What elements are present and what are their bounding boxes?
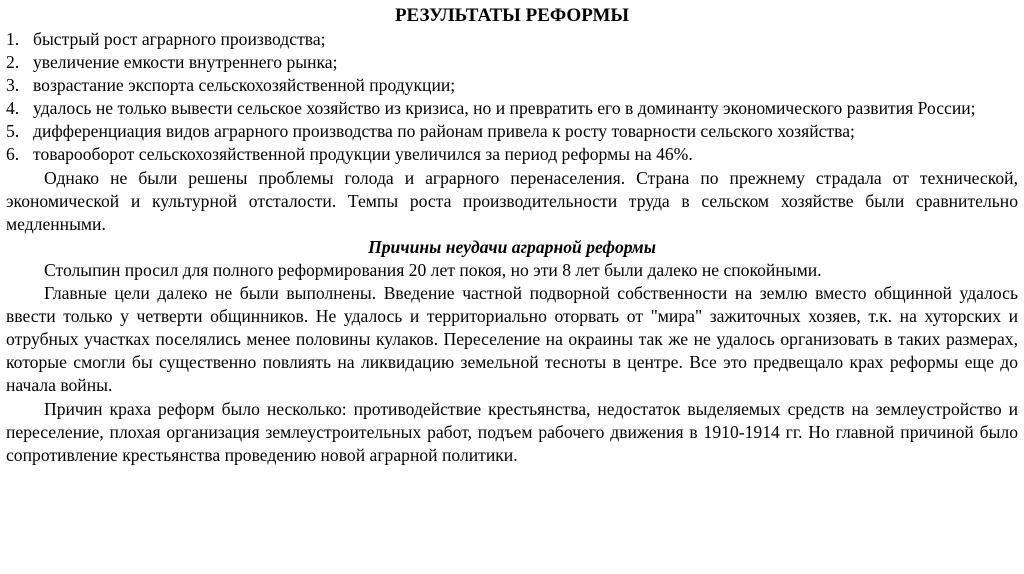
list-item-text: удалось не только вывести сельское хозяйство из кризиса, но и превратить его в доминанту экономического развития России;	[33, 98, 976, 119]
list-item-text: быстрый рост аграрного производства;	[33, 29, 326, 49]
list-item-number: 3.	[6, 75, 20, 96]
results-list	[6, 28, 1018, 167]
paragraph-causes: Причин краха реформ было несколько: противодействие крестьянства, недостаток выделяемых средств на землеустройство и переселение, плохая организация землеустроительных работ, подъем рабочего движения в 1910-1914 гг. Но главной причиной было сопротивление крестьянства проведению новой аграрной политики.	[6, 398, 1018, 465]
list-item	[6, 143, 1018, 166]
list-item-number: 5.	[6, 121, 20, 142]
list-item-number: 1.	[6, 29, 20, 49]
results-summary-paragraph: Однако не были решены проблемы голода и аграрного перенаселения. Страна по прежнему страдала от технической, экономической и культурной отсталости. Темпы роста производительности труда в сельском хозяйстве были сравнительно медленными.	[6, 167, 1018, 234]
list-item-text: увеличение емкости внутреннего рынка;	[33, 52, 338, 73]
list-item-number: 2.	[6, 52, 20, 73]
list-item	[6, 97, 1018, 120]
list-item-number: 4.	[6, 98, 20, 119]
list-item	[6, 120, 1018, 143]
list-item-text: возрастание экспорта сельскохозяйственной продукции;	[33, 75, 456, 96]
paragraph-stolypin: Столыпин просил для полного реформирования 20 лет покоя, но эти 8 лет были далеко не спокойными.	[44, 259, 822, 280]
list-item	[6, 74, 1018, 97]
list-item-text: товарооборот сельскохозяйственной продукции увеличился за период реформы на 46%.	[33, 144, 693, 165]
page-title: РЕЗУЛЬТАТЫ РЕФОРМЫ	[394, 5, 630, 26]
list-item	[6, 51, 1018, 74]
section-subtitle: Причины неудачи аграрной реформы	[368, 236, 656, 257]
list-item-text: дифференциация видов аграрного производства по районам привела к росту товарности сельского хозяйства;	[33, 121, 855, 142]
list-item-number: 6.	[6, 144, 20, 165]
paragraph-goals: Главные цели далеко не были выполнены. Введение частной подворной собственности на землю вместо общинной удалось ввести только у четверти общинников. Не удалось и территориально оторвать от "мира" зажиточных хозяев, т.к. на хуторских и отрубных участках поселялись менее половины кулаков. Переселение на окраины так же не удалось организовать в таких размерах, которые смогли бы существенно повлиять на ликвидацию земельной тесноты в центре. Все это предвещало крах реформы еще до начала войны.	[6, 283, 1018, 396]
list-item	[6, 28, 1018, 51]
